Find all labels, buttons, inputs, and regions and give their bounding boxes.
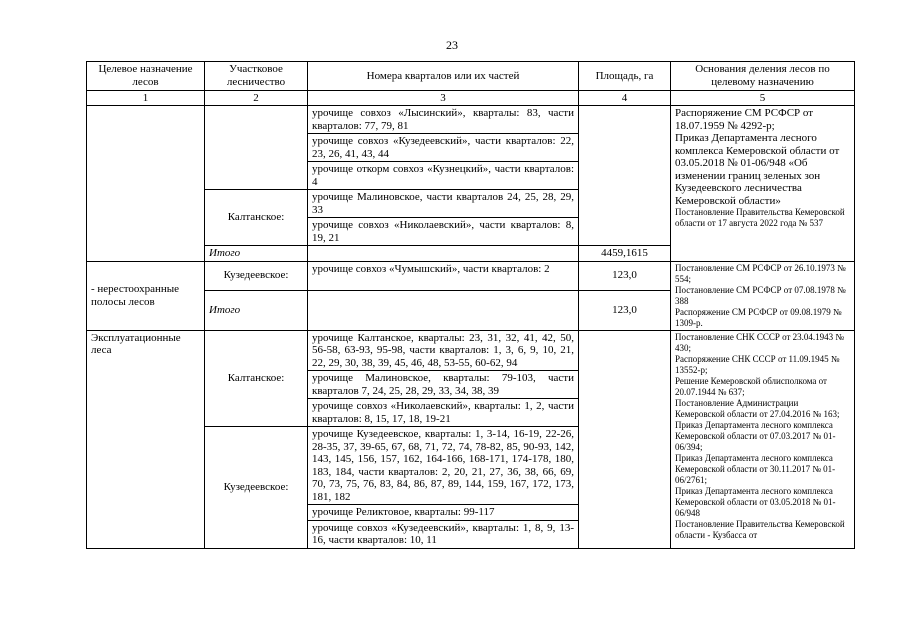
basis-line: Приказ Департамента лесного комплекса Кемеровской области от 03.05.2018 № 01-06/948 «Об изменении границ зеленых зон Кузедеевского лесничества Кемеровской области»	[675, 132, 840, 207]
area-cell: 123,0	[579, 261, 671, 290]
basis-line: Распоряжение СНК СССР от 11.09.1945 № 13552-р;	[675, 353, 840, 375]
purpose-cell-empty	[87, 106, 205, 262]
forestry-cell: Кузедеевское:	[205, 427, 308, 549]
blocks-cell: урочище совхоз «Николаевский», кварталы: 1, 2, части кварталов: 8, 15, 17, 18, 19-21	[308, 399, 579, 427]
table-row	[87, 261, 855, 290]
blocks-cell: урочище Кузедеевское, кварталы: 1, 3-14, 16-19, 22-26, 28-35, 37, 39-65, 67, 68, 71, 72, 74, 78-82, 85, 90-93, 142, 143, 145, 156, 157, 162, 164-166, 168-171, 174-178, 180, 183, 184, части кварталов: 2, 20, 21, 27, 36, 38, 66, 69, 70, 73, 75, 76, 83, 84, 86, 87, 89, 144, 159, 167, 172, 173, 181, 182	[308, 427, 579, 505]
forestry-cell: Калтанское:	[205, 330, 308, 427]
blocks-cell: урочище совхоз «Кузедеевский», кварталы: 1, 8, 9, 13-16, части кварталов: 10, 11	[308, 520, 579, 548]
column-number-row	[87, 91, 855, 106]
colnum-5: 5	[671, 91, 855, 106]
blocks-cell: урочище совхоз «Лысинский», кварталы: 83, части кварталов: 77, 79, 81	[308, 106, 579, 134]
basis-cell	[671, 330, 855, 548]
total-label: Итого	[205, 290, 308, 330]
header-forestry: Участковое лесничество	[205, 62, 308, 91]
blocks-cell: урочище Малиновское, кварталы: 79-103, части кварталов 7, 24, 25, 28, 29, 33, 34, 38, 39	[308, 371, 579, 399]
blocks-cell: урочище совхоз «Чумышский», части кварталов: 2	[308, 261, 579, 290]
forestry-cell-empty	[205, 106, 308, 190]
basis-line: Постановление СНК СССР от 23.04.1943 № 430;	[675, 331, 844, 353]
header-row	[87, 62, 855, 91]
colnum-4: 4	[579, 91, 671, 106]
purpose-cell: Эксплуатационные леса	[87, 330, 205, 548]
header-basis: Основания деления лесов по целевому назначению	[671, 62, 855, 91]
basis-line: Постановление Администрации Кемеровской области от 27.04.2016 № 163;	[675, 397, 840, 419]
blocks-cell: урочище Реликтовое, кварталы: 99-117	[308, 505, 579, 521]
basis-line: Решение Кемеровской облисполкома от 20.07.1944 № 637;	[675, 375, 827, 397]
total-label: Итого	[205, 246, 308, 262]
page-number: 23	[446, 38, 458, 52]
basis-line: Постановление СМ РСФСР от 07.08.1978 № 388	[675, 284, 846, 306]
header-purpose: Целевое назначение лесов	[87, 62, 205, 91]
basis-line: Приказ Департамента лесного комплекса Кемеровской области от 30.11.2017 № 01-06/2761;	[675, 452, 836, 485]
basis-line: Постановление Правительства Кемеровской области от 17 августа 2022 года № 537	[675, 207, 845, 228]
basis-cell	[671, 261, 855, 330]
basis-line: Постановление Правительства Кемеровской области - Кузбасса от	[675, 518, 845, 540]
table-row	[87, 106, 855, 134]
header-area: Площадь, га	[579, 62, 671, 91]
blocks-cell: урочище совхоз «Николаевский», части кварталов: 8, 19, 21	[308, 218, 579, 246]
basis-cell	[671, 106, 855, 262]
forestry-cell: Кузедеевское:	[205, 261, 308, 290]
area-cell-empty	[579, 330, 671, 548]
total-blocks-empty	[308, 246, 579, 262]
area-cell-empty	[579, 106, 671, 246]
total-value: 123,0	[579, 290, 671, 330]
forestry-cell: Калтанское:	[205, 190, 308, 246]
basis-line: Постановление СМ РСФСР от 26.10.1973 № 554;	[675, 262, 846, 284]
forest-purpose-table	[86, 61, 855, 549]
header-blocks: Номера кварталов или их частей	[308, 62, 579, 91]
colnum-3: 3	[308, 91, 579, 106]
blocks-cell: урочище Калтанское, кварталы: 23, 31, 32, 41, 42, 50, 56-58, 63-93, 95-98, части кварталов: 1, 3, 6, 9, 10, 21, 22, 29, 30, 38, 39, 45, 46, 48, 53-55, 60-62, 94	[308, 330, 579, 371]
purpose-cell: - нерестоохранные полосы лесов	[87, 261, 205, 330]
total-blocks-empty	[308, 290, 579, 330]
basis-line: Распоряжение СМ РСФСР от 09.08.1979 № 1309-р.	[675, 306, 842, 328]
colnum-2: 2	[205, 91, 308, 106]
blocks-cell: урочище совхоз «Кузедеевский», части кварталов: 22, 23, 26, 41, 43, 44	[308, 134, 579, 162]
basis-line: Приказ Департамента лесного комплекса Кемеровской области от 07.03.2017 № 01-06/394;	[675, 419, 836, 452]
basis-line: Распоряжение СМ РСФСР от 18.07.1959 № 4292-р;	[675, 107, 814, 132]
total-value: 4459,1615	[579, 246, 671, 262]
colnum-1: 1	[87, 91, 205, 106]
blocks-cell: урочище откорм совхоз «Кузнецкий», части кварталов: 4	[308, 162, 579, 190]
blocks-cell: урочище Малиновское, части кварталов 24, 25, 28, 29, 33	[308, 190, 579, 218]
table-row	[87, 330, 855, 371]
basis-line: Приказ Департамента лесного комплекса Кемеровской области от 03.05.2018 № 01-06/948	[675, 485, 836, 518]
